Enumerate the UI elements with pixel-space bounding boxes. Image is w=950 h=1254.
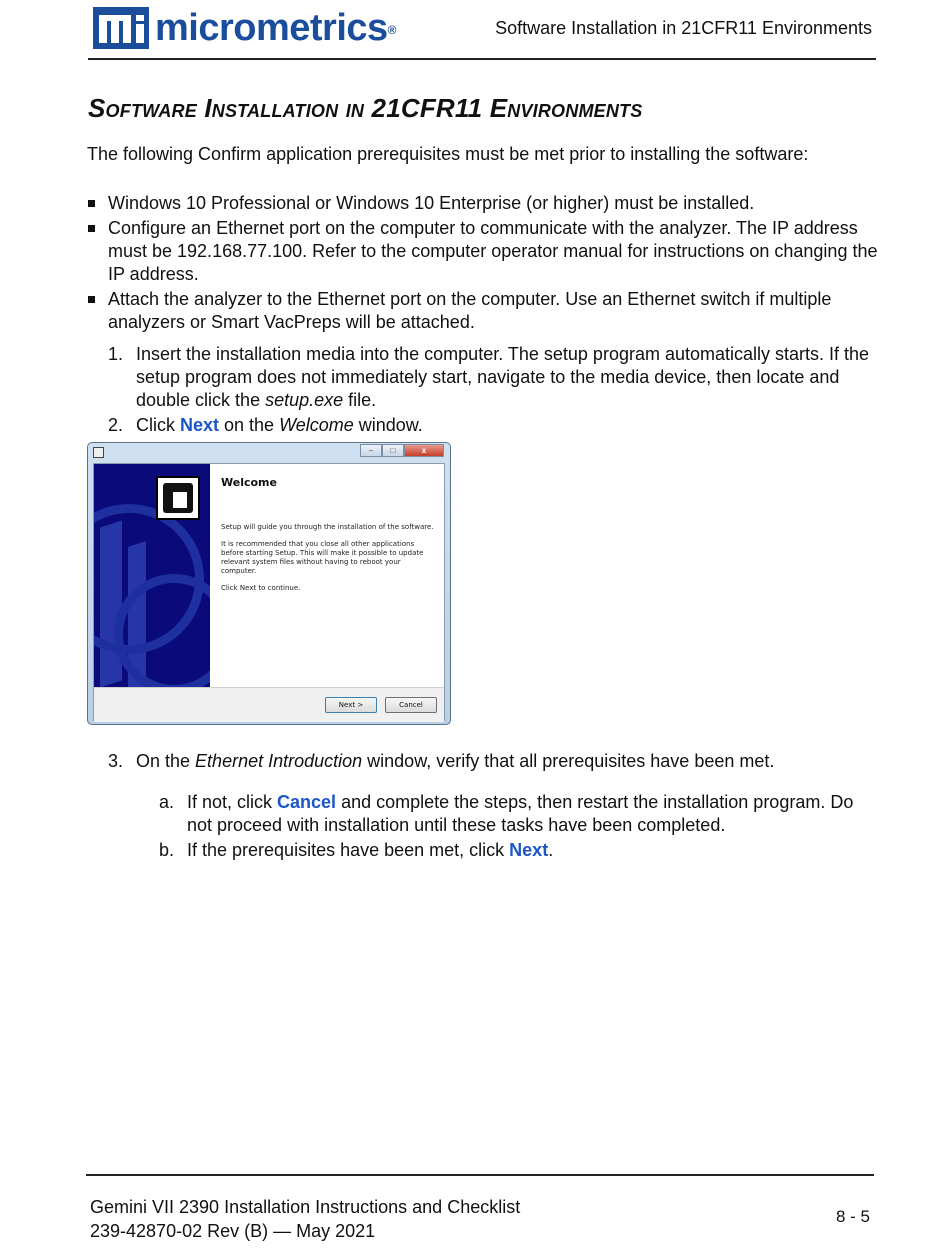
substep-b: b. If the prerequisites have been met, click Next. (159, 840, 554, 860)
footer-document-info (90, 1195, 520, 1243)
welcome-text: Setup will guide you through the installation of the software. (221, 523, 434, 531)
maximize-button: □ (382, 444, 404, 457)
welcome-text: It is recommended that you close all other applications before starting Setup. This will make it possible to update relevant system files without having to reboot your computer. (221, 540, 424, 575)
page-title: Software Installation in 21CFR11 Environments (88, 93, 643, 123)
step-3-substeps (159, 791, 879, 864)
intro-paragraph: The following Confirm application prerequisites must be met prior to installing the software: (87, 144, 809, 164)
next-button-reference: Next (509, 840, 549, 860)
header-divider (88, 58, 876, 60)
document-revision: 239-42870-02 Rev (B) — May 2021 (90, 1221, 376, 1241)
running-header: Software Installation in 21CFR11 Environments (495, 18, 872, 38)
logo-mark-icon (93, 7, 149, 49)
welcome-window-screenshot (87, 442, 451, 725)
footer-divider (86, 1174, 874, 1176)
bullet-square-icon (88, 225, 95, 232)
step-1: 1. Insert the installation media into the computer. The setup program automatically starts. If the setup program does not immediately start, navigate to the media device, then locate and double click the setup.exe file. (108, 344, 870, 410)
installation-steps-continued (108, 750, 888, 775)
welcome-window-reference: Welcome (279, 415, 354, 435)
next-button: Next > (325, 697, 377, 713)
prerequisite-list (87, 192, 882, 336)
logo-wordmark: micrometrics (155, 7, 388, 49)
cancel-button-reference: Cancel (277, 792, 337, 812)
setup-exe-filename: setup.exe (265, 390, 344, 410)
setup-computer-icon (156, 476, 200, 520)
close-button: x (404, 444, 444, 457)
registered-mark: ® (387, 23, 397, 37)
minimize-button: – (360, 444, 382, 457)
welcome-heading: Welcome (221, 476, 277, 489)
page-number: 8 - 5 (835, 1207, 870, 1226)
installation-steps (108, 343, 888, 439)
bullet-square-icon (88, 296, 95, 303)
document-title: Gemini VII 2390 Installation Instructions and Checklist (90, 1197, 521, 1217)
step-3: 3. On the Ethernet Introduction window, verify that all prerequisites have been met. (108, 751, 775, 771)
cancel-button: Cancel (385, 697, 437, 713)
next-button-reference: Next (180, 415, 220, 435)
substep-a: a. If not, click Cancel and complete the steps, then restart the installation program. Do not proceed with installation until these tasks have been completed. (159, 792, 854, 835)
ethernet-introduction-reference: Ethernet Introduction (195, 751, 363, 771)
window-footer (94, 687, 444, 722)
list-item: Attach the analyzer to the Ethernet port on the computer. Use an Ethernet switch if multiple analyzers or Smart VacPreps will be attached. (87, 288, 882, 334)
micromeritics-logo (93, 7, 396, 49)
window-system-icon (93, 447, 104, 458)
installer-sidebar-graphic (94, 464, 210, 687)
step-2: 2. Click Next on the Welcome window. (108, 415, 423, 435)
list-item: Configure an Ethernet port on the computer to communicate with the analyzer. The IP address must be 192.168.77.100. Refer to the computer operator manual for instructions on changing the IP address. (87, 217, 882, 286)
window-titlebar (88, 443, 450, 463)
list-item: Windows 10 Professional or Windows 10 Enterprise (or higher) must be installed. (87, 192, 882, 215)
welcome-text: Click Next to continue. (221, 584, 301, 592)
bullet-square-icon (88, 200, 95, 207)
